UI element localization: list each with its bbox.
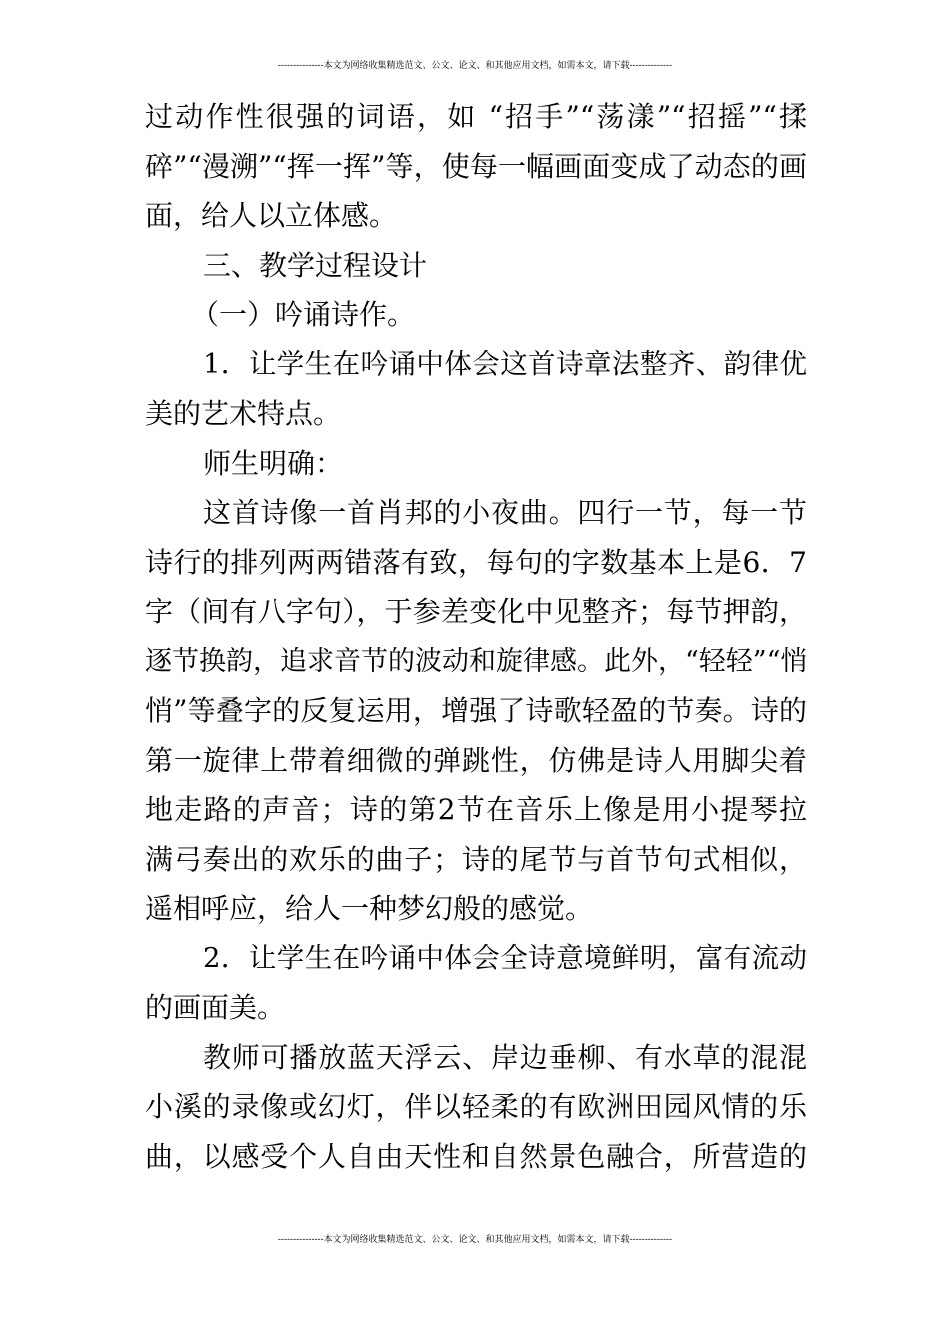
text-line: 美的艺术特点。 bbox=[145, 397, 342, 430]
text-line: 教师可播放蓝天浮云、岸边垂柳、有水草的混混 bbox=[203, 1040, 807, 1074]
text-line: 悄”等叠字的反复运用，增强了诗歌轻盈的节奏。诗的 bbox=[145, 694, 807, 727]
text-line: 碎”“漫溯”“挥一挥”等，使每一幅画面变成了动态的画 bbox=[145, 149, 807, 183]
text-line: 这首诗像一首肖邦的小夜曲。四行一节，每一节 bbox=[203, 496, 807, 529]
text-line: 2．让学生在吟诵中体会全诗意境鲜明，富有流动 bbox=[203, 941, 807, 974]
text-line: 遥相呼应，给人一种梦幻般的感觉。 bbox=[145, 892, 594, 925]
text-line: 字（间有八字句），于参差变化中见整齐；每节押韵， bbox=[145, 595, 807, 628]
text-line: 过动作性很强的词语，如 “招手”“荡漾”“招摇”“揉 bbox=[145, 100, 807, 133]
page-footer: ---------------本文为网络收集精选范文、公文、论文、和其他应用文档，如需本文，请下载-------------- bbox=[277, 1235, 673, 1245]
text-line: 的画面美。 bbox=[145, 991, 286, 1024]
text-line: 面，给人以立体感。 bbox=[145, 199, 398, 232]
text-line: 师生明确： bbox=[203, 446, 344, 480]
text-line: 满弓奏出的欢乐的曲子；诗的尾节与首节句式相似， bbox=[145, 842, 807, 876]
section-heading: 三、教学过程设计 bbox=[203, 248, 428, 282]
text-line: 诗行的排列两两错落有致，每句的字数基本上是6．7 bbox=[145, 545, 807, 579]
document-body bbox=[145, 92, 807, 1181]
text-line: 地走路的声音；诗的第2节在音乐上像是用小提琴拉 bbox=[145, 793, 807, 826]
text-line: 逐节换韵，追求音节的波动和旋律感。此外，“轻轻”“悄 bbox=[145, 645, 808, 677]
subsection-heading: （一）吟诵诗作。 bbox=[191, 298, 416, 331]
text-line: 小溪的录像或幻灯，伴以轻柔的有欧洲田园风情的乐 bbox=[145, 1090, 807, 1123]
text-line: 曲，以感受个人自由天性和自然景色融合，所营造的 bbox=[145, 1139, 807, 1173]
text-line: 第一旋律上带着细微的弹跳性，仿佛是诗人用脚尖着 bbox=[145, 743, 807, 777]
page-header: ---------------本文为网络收集精选范文、公文、论文、和其他应用文档，如需本文，请下载-------------- bbox=[277, 61, 673, 71]
text-line: 1．让学生在吟诵中体会这首诗章法整齐、韵律优 bbox=[203, 347, 807, 380]
